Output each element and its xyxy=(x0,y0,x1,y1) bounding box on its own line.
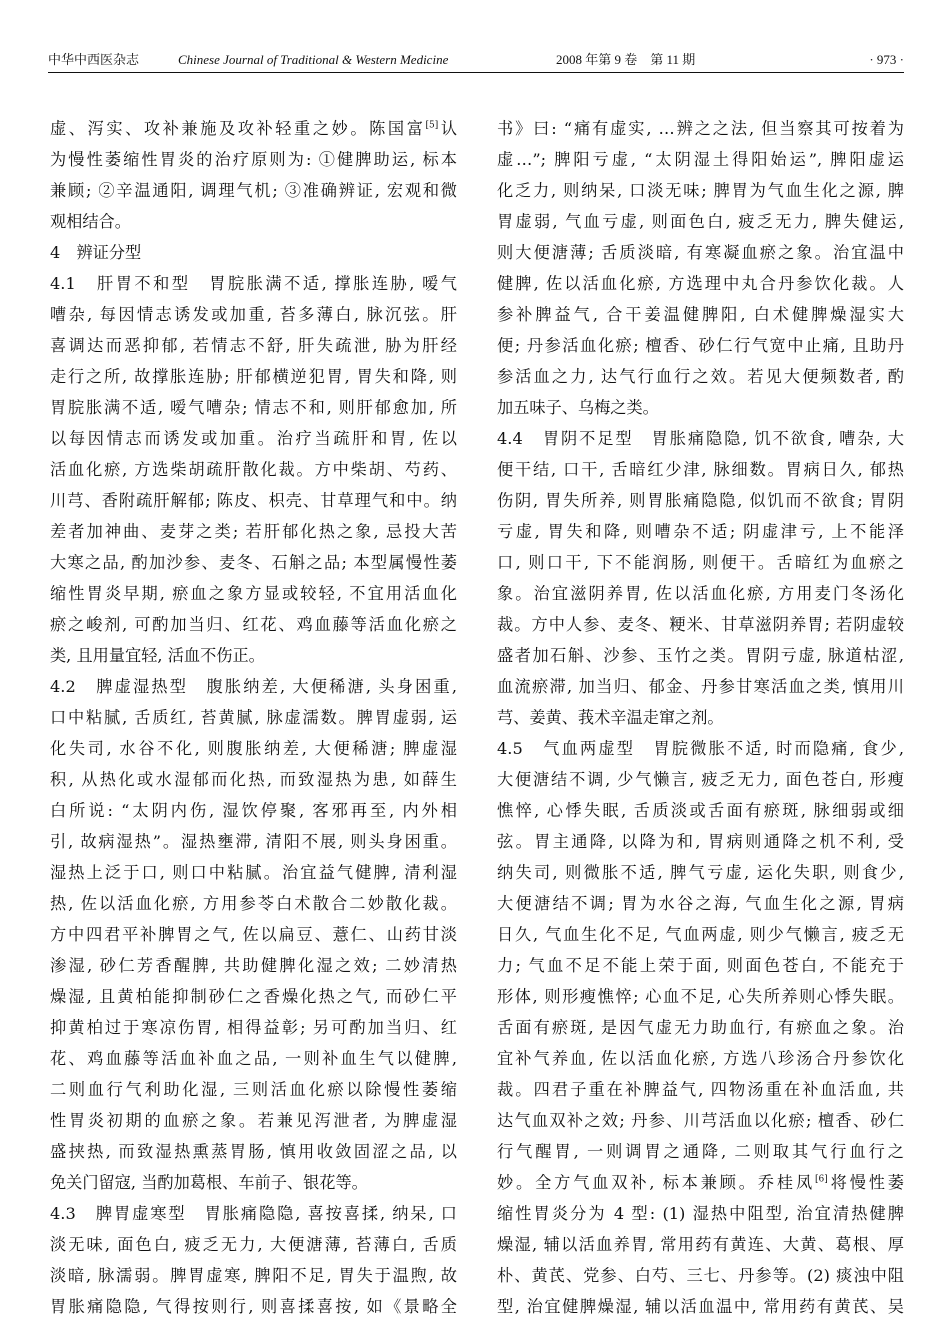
text-line xyxy=(497,1074,904,1105)
text-line xyxy=(50,392,457,423)
line-text: 免关门留寇, 当酌加葛根、车前子、银花等。 xyxy=(50,1173,368,1192)
citation-ref: [5] xyxy=(425,120,439,131)
text-line xyxy=(50,888,457,919)
line-text: 差者加神曲、麦芽之类; 若肝郁化热之象, 忌投大苦 xyxy=(50,522,457,541)
text-line xyxy=(497,578,904,609)
text-line xyxy=(497,795,904,826)
text-line xyxy=(497,733,904,764)
text-line xyxy=(497,888,904,919)
line-text-after: 将慢性萎 xyxy=(827,1173,904,1192)
text-line xyxy=(50,1229,457,1260)
text-line xyxy=(50,1012,457,1043)
line-text: 4.3 脾胃虚寒型 胃胀痛隐隐, 喜按喜揉, 纳呆, 口 xyxy=(50,1204,457,1223)
line-text: 伤阴, 胃失所养, 则胃胀痛隐隐, 似饥而不欲食; 胃阴 xyxy=(497,491,904,510)
line-text: 盛者加石斛、沙参、玉竹之类。胃阴亏虚, 脉道枯涩, xyxy=(497,646,904,665)
line-text: 4.4 胃阴不足型 胃胀痛隐隐, 饥不欲食, 嘈杂, 大 xyxy=(497,429,904,448)
line-text: 化失司, 水谷不化, 则腹胀纳差, 大便稀溏; 脾虚湿 xyxy=(50,739,457,758)
text-line xyxy=(50,237,457,268)
text-line xyxy=(497,1012,904,1043)
line-text: 喜调达而恶抑郁, 若情志不舒, 肝失疏泄, 胁为肝经 xyxy=(50,336,457,355)
line-text: 嘈杂, 每因情志诱发或加重, 苔多薄白, 脉沉弦。肝 xyxy=(50,305,457,324)
line-text: 虚…”; 脾阳亏虚, “太阴湿土得阳始运”, 脾阳虚运 xyxy=(497,150,904,169)
text-line xyxy=(50,268,457,299)
line-text: 书》曰: “痛有虚实, …辨之之法, 但当察其可按着为 xyxy=(497,119,904,138)
line-text: 力; 气血不足不能上荣于面, 则面色苍白, 不能充于 xyxy=(497,956,904,975)
line-text: 热, 佐以活血化瘀, 方用参苓白术散合二妙散化裁。 xyxy=(50,894,457,913)
line-text: 燥湿, 辅以活血养胃, 常用药有黄连、大黄、葛根、厚 xyxy=(497,1235,904,1254)
line-text: 4.2 脾虚湿热型 腹胀纳差, 大便稀溏, 头身困重, xyxy=(50,677,457,696)
text-line xyxy=(497,299,904,330)
line-text: 憔悴, 心悸失眠, 舌质淡或舌面有瘀斑, 脉细弱或细 xyxy=(497,801,904,820)
text-line xyxy=(497,950,904,981)
text-line xyxy=(497,206,904,237)
text-line xyxy=(497,330,904,361)
line-text: 瘀之峻剂, 可酌加当归、红花、鸡血藤等活血化瘀之 xyxy=(50,615,457,634)
line-text: 虚、泻实、攻补兼施及攻补轻重之妙。陈国富 xyxy=(50,119,426,138)
text-line xyxy=(497,237,904,268)
text-line xyxy=(497,764,904,795)
text-line xyxy=(50,330,457,361)
text-line xyxy=(497,1198,904,1229)
line-text: 以每因情志而诱发或加重。治疗当疏肝和胃, 佐以 xyxy=(50,429,457,448)
line-text: 参补脾益气, 合干姜温健脾阳, 白术健脾燥湿实大 xyxy=(497,305,904,324)
line-text: 性胃炎初期的血瘀之象。若兼见泻泄者, 为脾虚湿 xyxy=(50,1111,457,1130)
line-text: 妙。全方气血双补, 标本兼顾。乔桂凤 xyxy=(497,1173,816,1192)
line-text: 大寒之品, 酌加沙参、麦冬、石斛之品; 本型属慢性萎 xyxy=(50,553,457,572)
text-line xyxy=(50,857,457,888)
text-line xyxy=(50,764,457,795)
text-line xyxy=(50,826,457,857)
text-line xyxy=(50,578,457,609)
line-text: 大便溏结不调; 胃为水谷之海, 气血生化之源, 胃病 xyxy=(497,894,904,913)
text-line xyxy=(50,1198,457,1229)
text-line xyxy=(50,206,457,237)
line-text: 方中四君平补脾胃之气, 佐以扁豆、薏仁、山药甘淡 xyxy=(50,925,457,944)
line-text: 形体, 则形瘦憔悴; 心血不足, 心失所养则心悸失眠。 xyxy=(497,987,904,1006)
text-line xyxy=(50,1105,457,1136)
line-text: 走行之所, 故撑胀连胁; 肝郁横逆犯胃, 胃失和降, 则 xyxy=(50,367,457,386)
text-line xyxy=(50,950,457,981)
line-text: 血流瘀滞, 加当归、郁金、丹参甘寒活血之类, 慎用川 xyxy=(497,677,904,696)
text-line xyxy=(50,981,457,1012)
text-line xyxy=(497,175,904,206)
line-text: 白所说: “太阴内伤, 湿饮停聚, 客邪再至, 内外相 xyxy=(50,801,457,820)
line-text: 燥湿, 且黄柏能抑制砂仁之香燥化热之气, 而砂仁平 xyxy=(50,987,457,1006)
text-line xyxy=(497,1136,904,1167)
line-text-after: 认 xyxy=(438,119,458,138)
text-line xyxy=(497,516,904,547)
line-text: 抑黄柏过于寒凉伤胃, 相得益彰; 另可酌加当归、红 xyxy=(50,1018,457,1037)
line-text: 4 辨证分型 xyxy=(50,243,142,262)
text-line xyxy=(497,1167,904,1198)
text-line xyxy=(50,702,457,733)
left-column xyxy=(50,113,457,1322)
text-line xyxy=(497,919,904,950)
line-text: 口, 则口干, 下不能润肠, 则便干。舌暗红为血瘀之 xyxy=(497,553,904,572)
line-text: 引, 故病湿热”。湿热壅滞, 清阳不展, 则头身困重。 xyxy=(50,832,457,851)
line-text: 大便溏结不调, 少气懒言, 疲乏无力, 面色苍白, 形瘦 xyxy=(497,770,904,789)
text-line xyxy=(50,919,457,950)
line-text: 淡无味, 面色白, 疲乏无力, 大便溏薄, 苔薄白, 舌质 xyxy=(50,1235,457,1254)
text-line xyxy=(50,144,457,175)
journal-name-en: Chinese Journal of Traditional & Western Medicine xyxy=(178,52,449,67)
line-text: 朴、黄芪、党参、白芍、三七、丹参等。(2) 痰浊中阻 xyxy=(497,1266,904,1285)
line-text: 缩性胃炎分为 4 型: (1) 湿热中阻型, 治宜清热健脾 xyxy=(497,1204,904,1223)
line-text: 宜补气养血, 佐以活血化瘀, 方选八珍汤合丹参饮化 xyxy=(497,1049,904,1068)
line-text: 裁。四君子重在补脾益气, 四物汤重在补血活血, 共 xyxy=(497,1080,904,1099)
text-line xyxy=(497,547,904,578)
line-text: 渗湿, 砂仁芳香醒脾, 共助健脾化湿之效; 二妙清热 xyxy=(50,956,457,975)
text-line xyxy=(497,144,904,175)
line-text: 胃脘胀满不适, 嗳气嘈杂; 情志不和, 则肝郁愈加, 所 xyxy=(50,398,457,417)
text-line xyxy=(497,981,904,1012)
text-line xyxy=(497,671,904,702)
text-line xyxy=(50,547,457,578)
line-text: 为慢性萎缩性胃炎的治疗原则为: ①健脾助运, 标本 xyxy=(50,150,457,169)
text-line xyxy=(50,423,457,454)
text-line xyxy=(497,454,904,485)
line-text: 便干结, 口干, 舌暗红少津, 脉细数。胃病日久, 郁热 xyxy=(497,460,904,479)
line-text: 行气醒胃, 一则调胃之通降, 二则取其气行血行之 xyxy=(497,1142,904,1161)
line-text: 化乏力, 则纳呆, 口淡无味; 脾胃为气血生化之源, 脾 xyxy=(497,181,904,200)
text-line xyxy=(50,671,457,702)
citation-ref: [6] xyxy=(815,1174,828,1185)
line-text: 4.5 气血两虚型 胃脘微胀不适, 时而隐痛, 食少, xyxy=(497,739,904,758)
text-line xyxy=(497,485,904,516)
text-line xyxy=(50,1260,457,1291)
line-text: 达气血双补之效; 丹参、川芎活血以化瘀; 檀香、砂仁 xyxy=(497,1111,904,1130)
line-text: 舌面有瘀斑, 是因气虚无力助血行, 有瘀血之象。治 xyxy=(497,1018,904,1037)
line-text: 型, 治宜健脾燥湿, 辅以活血温中, 常用药有黄芪、吴 xyxy=(497,1297,904,1316)
line-text: 观相结合。 xyxy=(50,212,131,231)
text-line xyxy=(497,826,904,857)
text-line xyxy=(497,1291,904,1322)
line-text: 参活血之力, 达气行血行之效。若见大便频数者, 酌 xyxy=(497,367,904,386)
text-line xyxy=(497,361,904,392)
line-text: 口中粘腻, 舌质红, 苔黄腻, 脉虚濡数。脾胃虚弱, 运 xyxy=(50,708,457,727)
text-line xyxy=(50,1167,457,1198)
text-line xyxy=(497,1105,904,1136)
line-text: 缩性胃炎早期, 瘀血之象方显或较轻, 不宜用活血化 xyxy=(50,584,457,603)
line-text: 盛挟热, 而致湿热熏蒸胃肠, 慎用收敛固涩之品, 以 xyxy=(50,1142,457,1161)
line-text: 纳失司, 则微胀不适, 脾气亏虚, 运化失职, 则食少, xyxy=(497,863,904,882)
line-text: 胃虚弱, 气血亏虚, 则面色白, 疲乏无力, 脾失健运, xyxy=(497,212,904,231)
line-text: 日久, 气血生化不足, 气血两虚, 则少气懒言, 疲乏无 xyxy=(497,925,904,944)
line-text: 4.1 肝胃不和型 胃脘胀满不适, 撑胀连胁, 嗳气 xyxy=(50,274,457,293)
text-line xyxy=(497,392,904,423)
line-text: 亏虚, 胃失和降, 则嘈杂不适; 阴虚津亏, 上不能泽 xyxy=(497,522,904,541)
line-text: 川芎、香附疏肝解郁; 陈皮、枳壳、甘草理气和中。纳 xyxy=(50,491,457,510)
text-line xyxy=(50,454,457,485)
text-line xyxy=(50,640,457,671)
text-line xyxy=(497,857,904,888)
line-text: 活血化瘀, 方选柴胡疏肝散化裁。方中柴胡、芍药、 xyxy=(50,460,457,479)
text-line xyxy=(50,175,457,206)
line-text: 类, 且用量宜轻, 活血不伤正。 xyxy=(50,646,265,665)
line-text: 便; 丹参活血化瘀; 檀香、砂仁行气宽中止痛, 且助丹 xyxy=(497,336,904,355)
text-line xyxy=(497,1043,904,1074)
line-text: 积, 从热化或水湿郁而化热, 而致湿热为患, 如薛生 xyxy=(50,770,457,789)
header-rule xyxy=(48,72,904,73)
text-line xyxy=(497,1229,904,1260)
line-text: 芎、姜黄、莪术辛温走窜之剂。 xyxy=(497,708,724,727)
text-line xyxy=(50,485,457,516)
text-line xyxy=(497,1260,904,1291)
text-line xyxy=(50,1043,457,1074)
line-text: 兼顾; ②辛温通阳, 调理气机; ③准确辨证, 宏观和微 xyxy=(50,181,457,200)
line-text: 则大便溏薄; 舌质淡暗, 有寒凝血瘀之象。治宜温中 xyxy=(497,243,904,262)
line-text: 加五味子、乌梅之类。 xyxy=(497,398,659,417)
line-text: 胃胀痛隐隐, 气得按则行, 则喜揉喜按, 如《景略全 xyxy=(50,1297,457,1316)
text-line xyxy=(497,640,904,671)
journal-name-cn: 中华中西医杂志 xyxy=(48,52,140,67)
line-text: 湿热上泛于口, 则口中粘腻。治宜益气健脾, 清利湿 xyxy=(50,863,457,882)
line-text: 二则血行气利助化湿, 三则活血化瘀以除慢性萎缩 xyxy=(50,1080,457,1099)
text-line xyxy=(50,299,457,330)
issue-info: 2008 年第 9 卷 第 11 期 xyxy=(556,52,696,67)
text-line xyxy=(50,733,457,764)
line-text: 弦。胃主通降, 以降为和, 胃病则通降之机不利, 受 xyxy=(497,832,904,851)
line-text: 象。治宜滋阴养胃, 佐以活血化瘀, 方用麦门冬汤化 xyxy=(497,584,904,603)
text-line xyxy=(497,268,904,299)
line-text: 花、鸡血藤等活血补血之品, 一则补血生气以健脾, xyxy=(50,1049,457,1068)
text-line xyxy=(497,113,904,144)
text-line xyxy=(50,609,457,640)
text-line xyxy=(50,1291,457,1322)
text-line xyxy=(50,1136,457,1167)
text-line xyxy=(50,361,457,392)
text-line xyxy=(497,423,904,454)
line-text: 健脾, 佐以活血化瘀, 方选理中丸合丹参饮化裁。人 xyxy=(497,274,904,293)
line-text: 裁。方中人参、麦冬、粳米、甘草滋阴养胃; 若阴虚较 xyxy=(497,615,904,634)
page-number: · 973 · xyxy=(869,52,904,67)
right-column xyxy=(497,113,904,1322)
text-line xyxy=(497,702,904,733)
text-line xyxy=(497,609,904,640)
text-line xyxy=(50,113,457,144)
text-line xyxy=(50,516,457,547)
text-line xyxy=(50,1074,457,1105)
text-line xyxy=(50,795,457,826)
line-text: 淡暗, 脉濡弱。脾胃虚寒, 脾阳不足, 胃失于温煦, 故 xyxy=(50,1266,457,1285)
